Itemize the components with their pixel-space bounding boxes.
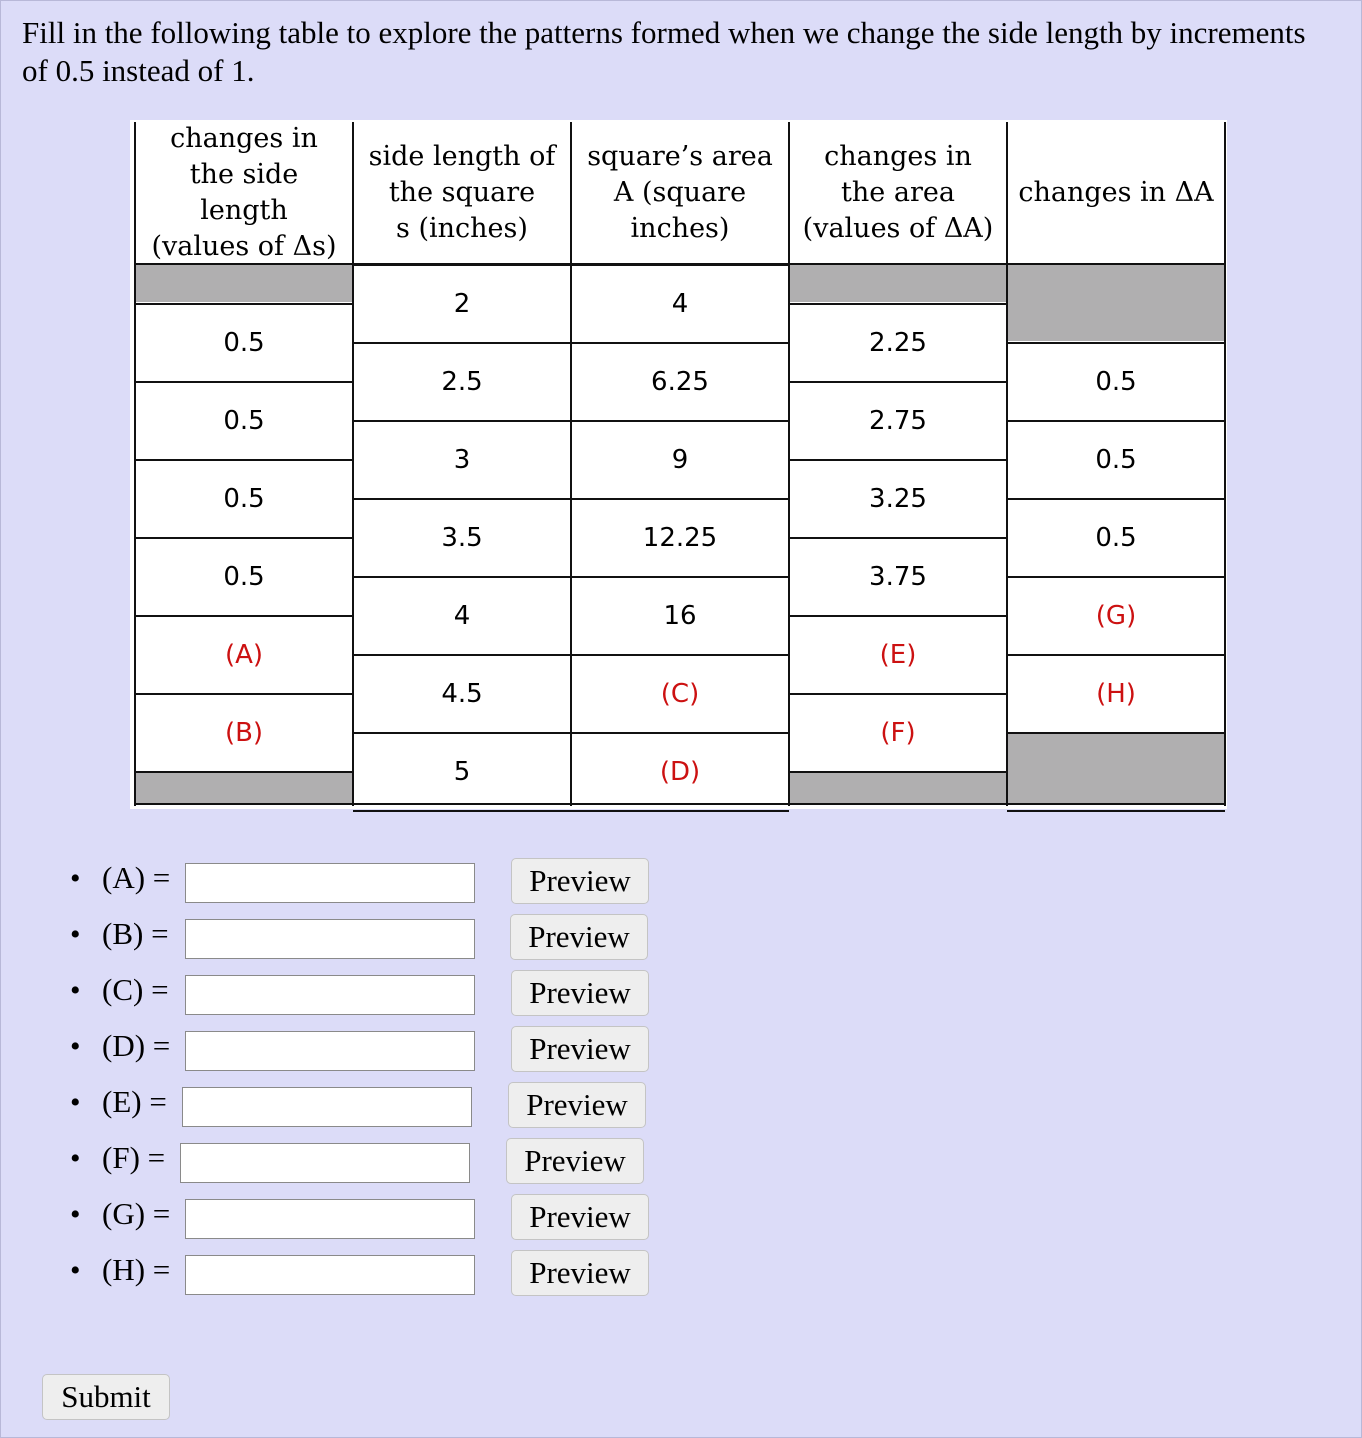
- row-divider: [1007, 810, 1225, 812]
- row-divider: [353, 420, 571, 422]
- row-divider: [571, 732, 789, 734]
- row-divider: [1007, 420, 1225, 422]
- header-line: (values of ΔA): [802, 212, 994, 244]
- answer-input[interactable]: [185, 919, 475, 959]
- row-divider: [1007, 342, 1225, 344]
- row-divider: [789, 693, 1007, 695]
- delta-s-cell: 0.5: [223, 484, 265, 514]
- row-divider: [789, 771, 1007, 773]
- header-delta-a: [789, 120, 1007, 265]
- answer-input[interactable]: [180, 1143, 470, 1183]
- delta-a-cell: (F): [880, 718, 916, 748]
- header-line: inches): [630, 212, 730, 244]
- preview-button[interactable]: Preview: [511, 1194, 649, 1240]
- delta-a-cell: 3.25: [869, 484, 927, 514]
- delta-delta-a-cell: 0.5: [1095, 367, 1137, 397]
- answer-input[interactable]: [185, 1199, 475, 1239]
- header-delta-s: [135, 120, 353, 265]
- delta-s-cell: 0.5: [223, 406, 265, 436]
- header-line: changes in: [824, 140, 972, 172]
- delta-s-cell: 0.5: [223, 328, 265, 358]
- delta-s-cell: (A): [224, 640, 264, 670]
- bullet-icon: •: [70, 918, 81, 951]
- row-divider: [353, 810, 571, 812]
- bullet-icon: •: [70, 1198, 81, 1231]
- header-line: the area: [841, 176, 955, 208]
- answer-label: (B) =: [102, 916, 169, 951]
- header-line: (values of Δs): [151, 230, 337, 262]
- preview-button[interactable]: Preview: [511, 1026, 649, 1072]
- column-divider: [788, 122, 790, 806]
- bullet-icon: •: [70, 974, 81, 1007]
- column-divider: [570, 122, 572, 806]
- column-divider: [1006, 122, 1008, 806]
- column-divider: [352, 122, 354, 806]
- row-divider: [571, 420, 789, 422]
- area-cell: 12.25: [642, 523, 718, 553]
- answer-label: (C) =: [102, 972, 169, 1007]
- bullet-icon: •: [70, 1254, 81, 1287]
- answer-input[interactable]: [182, 1087, 472, 1127]
- area-cell: 16: [663, 601, 697, 631]
- row-divider: [571, 810, 789, 812]
- row-divider: [135, 771, 353, 773]
- side-length-cell: 3: [453, 445, 471, 475]
- row-divider: [135, 537, 353, 539]
- row-divider: [1007, 732, 1225, 734]
- submit-button[interactable]: Submit: [42, 1374, 170, 1420]
- side-length-cell: 5: [453, 757, 471, 787]
- row-divider: [135, 381, 353, 383]
- shaded-cell: [135, 265, 353, 302]
- row-divider: [789, 459, 1007, 461]
- side-length-cell: 3.5: [441, 523, 483, 553]
- answer-label: (F) =: [102, 1140, 166, 1175]
- header-side-length: [353, 120, 571, 265]
- preview-button[interactable]: Preview: [510, 914, 648, 960]
- answer-label: (A) =: [102, 860, 171, 895]
- header-line: A (square: [613, 176, 747, 208]
- header-line: changes in ΔA: [1018, 176, 1214, 208]
- preview-button[interactable]: Preview: [511, 970, 649, 1016]
- row-divider: [571, 498, 789, 500]
- row-divider: [1007, 576, 1225, 578]
- header-delta-delta-a: [1007, 120, 1225, 265]
- answer-label: (H) =: [102, 1252, 171, 1287]
- side-length-cell: 4: [453, 601, 471, 631]
- row-divider: [135, 803, 1225, 805]
- row-divider: [1007, 498, 1225, 500]
- area-cell: 4: [671, 289, 689, 319]
- delta-a-cell: 2.75: [869, 406, 927, 436]
- shaded-cell: [789, 265, 1007, 302]
- answer-label: (D) =: [102, 1028, 171, 1063]
- row-divider: [789, 615, 1007, 617]
- area-cell: 6.25: [651, 367, 709, 397]
- area-cell: (D): [659, 757, 701, 787]
- preview-button[interactable]: Preview: [506, 1138, 644, 1184]
- row-divider: [353, 732, 571, 734]
- row-divider: [789, 537, 1007, 539]
- delta-delta-a-cell: (H): [1096, 679, 1136, 709]
- column-divider: [134, 122, 136, 806]
- answer-label: (E) =: [102, 1084, 167, 1119]
- side-length-cell: 2.5: [441, 367, 483, 397]
- answer-input[interactable]: [185, 975, 475, 1015]
- header-line: length: [200, 194, 288, 226]
- row-divider: [571, 654, 789, 656]
- shaded-cell: [135, 772, 353, 804]
- header-area: [571, 120, 789, 265]
- header-line: the square: [388, 176, 536, 208]
- preview-button[interactable]: Preview: [508, 1082, 646, 1128]
- bullet-icon: •: [70, 1086, 81, 1119]
- header-line: side length of: [368, 140, 556, 172]
- bullet-icon: •: [70, 1142, 81, 1175]
- row-divider: [571, 264, 789, 266]
- preview-button[interactable]: Preview: [511, 858, 649, 904]
- header-line: s (inches): [396, 212, 528, 244]
- row-divider: [571, 342, 789, 344]
- header-line: changes in: [170, 122, 318, 154]
- row-divider: [571, 576, 789, 578]
- answer-input[interactable]: [185, 863, 475, 903]
- row-divider: [353, 498, 571, 500]
- row-divider: [353, 264, 571, 266]
- pattern-table: [130, 120, 1227, 809]
- row-divider: [135, 303, 353, 305]
- row-divider: [789, 381, 1007, 383]
- row-divider: [353, 576, 571, 578]
- side-length-cell: 4.5: [441, 679, 483, 709]
- answer-input[interactable]: [185, 1031, 475, 1071]
- preview-button[interactable]: Preview: [511, 1250, 649, 1296]
- area-cell: (C): [660, 679, 700, 709]
- delta-delta-a-cell: 0.5: [1095, 523, 1137, 553]
- row-divider: [353, 654, 571, 656]
- row-divider: [353, 342, 571, 344]
- delta-delta-a-cell: 0.5: [1095, 445, 1137, 475]
- shaded-cell: [789, 772, 1007, 804]
- row-divider: [135, 459, 353, 461]
- side-length-cell: 2: [453, 289, 471, 319]
- shaded-cell: [1007, 733, 1225, 804]
- question-prompt: Fill in the following table to explore the patterns formed when we change the side length by increments of 0.5 instead of 1.: [22, 15, 1306, 88]
- shaded-cell: [1007, 265, 1225, 341]
- delta-delta-a-cell: (G): [1095, 601, 1137, 631]
- header-line: square’s area: [587, 140, 773, 172]
- header-line: the side: [189, 158, 299, 190]
- bullet-icon: •: [70, 862, 81, 895]
- column-divider: [1224, 122, 1226, 806]
- answer-label: (G) =: [102, 1196, 171, 1231]
- delta-a-cell: (E): [879, 640, 917, 670]
- delta-s-cell: 0.5: [223, 562, 265, 592]
- row-divider: [1007, 654, 1225, 656]
- row-divider: [789, 303, 1007, 305]
- delta-a-cell: 3.75: [869, 562, 927, 592]
- answer-input[interactable]: [185, 1255, 475, 1295]
- row-divider: [135, 615, 353, 617]
- delta-s-cell: (B): [224, 718, 264, 748]
- delta-a-cell: 2.25: [869, 328, 927, 358]
- bullet-icon: •: [70, 1030, 81, 1063]
- area-cell: 9: [671, 445, 689, 475]
- row-divider: [135, 693, 353, 695]
